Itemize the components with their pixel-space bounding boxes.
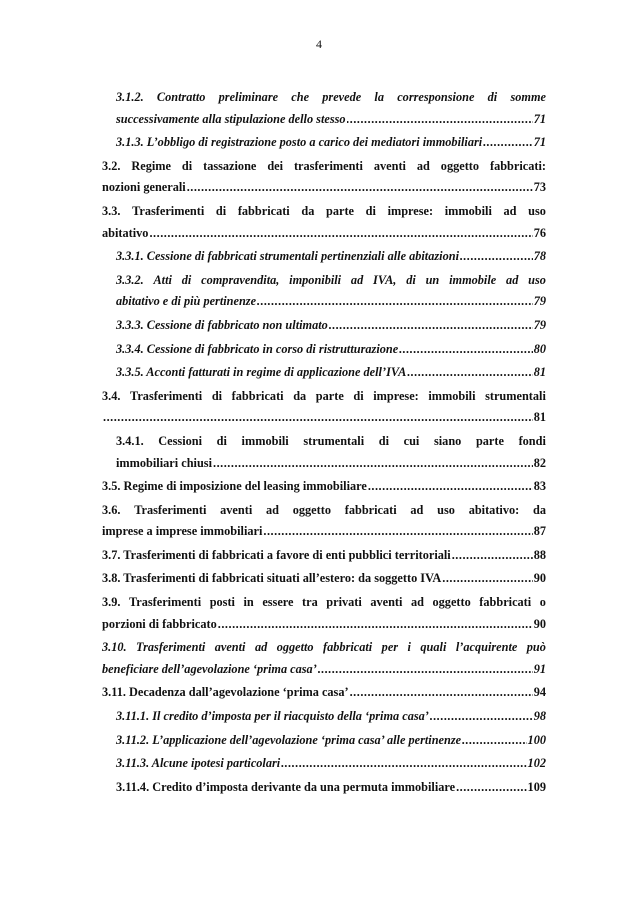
toc-word: immobile xyxy=(449,272,497,287)
toc-entry-3-1-2[interactable] xyxy=(102,87,546,130)
toc-word: Trasferimenti xyxy=(132,203,205,218)
toc-word: oggetto xyxy=(292,502,331,517)
toc-entry-text: successivamente alla stipulazione dello stesso xyxy=(116,111,346,126)
toc-page-number: 87 xyxy=(533,524,546,539)
toc-word: oggetto xyxy=(440,158,480,173)
toc-page-number: 90 xyxy=(533,571,546,586)
toc-entry-3-4-1[interactable] xyxy=(102,431,546,474)
toc-entry-line xyxy=(116,270,546,292)
toc-word: può xyxy=(526,640,546,655)
toc-word: di xyxy=(378,433,389,448)
toc-word: 3.3. xyxy=(102,203,121,218)
toc-word: di xyxy=(353,388,364,403)
toc-entry-text: 3.3.5. Acconti fatturati in regime di applicazione dell’IVA xyxy=(116,365,407,380)
dot-leader xyxy=(318,659,533,681)
toc-word: da xyxy=(533,502,546,517)
toc-entry-text: 3.3.1. Cessione di fabbricati strumentali pertinenziali alle abitazioni xyxy=(116,249,459,264)
toc-entry-line xyxy=(102,637,546,659)
toc-word: in xyxy=(243,595,254,610)
toc-entry-text: abitativo e di più pertinenze xyxy=(116,294,257,309)
dot-leader xyxy=(213,453,533,475)
toc-page-number: 80 xyxy=(533,341,546,356)
toc-entry-line xyxy=(102,592,546,614)
dot-leader xyxy=(442,568,532,590)
toc-entry-3-11[interactable] xyxy=(102,682,546,704)
dot-leader xyxy=(347,109,533,131)
toc-word: ad xyxy=(350,272,364,287)
toc-word: somme xyxy=(510,90,546,104)
page-number: 4 xyxy=(316,37,322,51)
toc-word: 3.10. xyxy=(102,640,127,655)
toc-word: imponibili xyxy=(289,272,342,287)
dot-leader xyxy=(456,777,526,799)
toc-entry-3-3-3[interactable] xyxy=(102,315,546,337)
toc-word: parte xyxy=(326,203,355,218)
toc-entry-3-10[interactable] xyxy=(102,637,546,680)
toc-entry-3-11-1[interactable] xyxy=(102,706,546,728)
dot-leader xyxy=(187,177,533,199)
toc-entry-3-5[interactable] xyxy=(102,476,546,498)
toc-word: uso xyxy=(528,272,546,287)
toc-entry-3-6[interactable] xyxy=(102,500,546,543)
toc-word: un xyxy=(425,272,440,287)
toc-page-number: 98 xyxy=(533,709,546,724)
toc-page-number: 90 xyxy=(533,616,546,631)
dot-leader xyxy=(460,246,533,268)
toc-entry-3-3[interactable] xyxy=(102,201,546,244)
toc-word: strumentali xyxy=(303,433,365,448)
toc-word: aventi xyxy=(214,640,246,655)
toc-word: 3.4. xyxy=(102,388,121,403)
toc-word: fabbricati xyxy=(323,640,373,655)
toc-page-number: 81 xyxy=(533,365,546,380)
toc-word: fabbricati xyxy=(344,502,397,517)
toc-page-number: 81 xyxy=(533,410,546,425)
toc-entry-3-1-3[interactable] xyxy=(102,132,546,154)
toc-word: prevede xyxy=(322,90,362,104)
toc-page-number: 91 xyxy=(533,661,546,676)
toc-word: aventi xyxy=(373,158,406,173)
toc-word: ad xyxy=(410,595,424,610)
toc-page-number: 79 xyxy=(533,294,546,309)
toc-word: privati xyxy=(326,595,362,610)
toc-word: dei xyxy=(267,158,284,173)
toc-word: imprese: xyxy=(373,388,419,403)
toc-entry-text: 3.11.3. Alcune ipotesi particolari xyxy=(116,756,281,771)
toc-entry-3-11-3[interactable] xyxy=(102,753,546,775)
toc-word: Cessioni xyxy=(158,433,203,448)
toc-word: fabbricati xyxy=(237,203,290,218)
toc-entry-3-11-2[interactable] xyxy=(102,730,546,752)
toc-word: fabbricati: xyxy=(489,158,546,173)
toc-word: parte xyxy=(315,388,344,403)
dot-leader xyxy=(430,706,533,728)
toc-entry-line xyxy=(102,201,546,223)
toc-entry-text: nozioni generali xyxy=(102,180,186,195)
toc-word: Regime xyxy=(131,158,171,173)
toc-word: di xyxy=(215,203,227,218)
toc-word: di xyxy=(365,203,376,218)
toc-entry-text: 3.11.1. Il credito d’imposta per il riacquisto della ‘prima casa’ xyxy=(116,709,429,724)
toc-word: aventi xyxy=(370,595,403,610)
toc-word: Trasferimenti xyxy=(136,640,206,655)
toc-page-number: 73 xyxy=(533,180,546,195)
toc-entry-text: 3.5. Regime di imposizione del leasing immobiliare xyxy=(102,479,367,494)
toc-word: oggetto xyxy=(276,640,314,655)
toc-entry-text: 3.11. Decadenza dall’agevolazione ‘prima casa’ xyxy=(102,685,349,700)
toc-page-number: 88 xyxy=(533,547,546,562)
toc-entry-line xyxy=(102,156,546,178)
toc-page-number: 82 xyxy=(533,455,546,470)
toc-word: oggetto xyxy=(432,595,471,610)
dot-leader xyxy=(399,339,533,361)
toc-word: aventi xyxy=(220,502,253,517)
toc-word: ad xyxy=(416,158,430,173)
toc-word: cui xyxy=(403,433,420,448)
toc-word: Trasferimenti xyxy=(128,595,202,610)
dot-leader xyxy=(462,730,526,752)
toc-page-number: 109 xyxy=(527,779,546,794)
toc-word: i xyxy=(407,640,411,655)
toc-entry-3-3-4[interactable] xyxy=(102,339,546,361)
toc-word: quali xyxy=(420,640,447,655)
toc-word: trasferimenti xyxy=(293,158,363,173)
toc-entry-text: 3.1.3. L’obbligo di registrazione posto a carico dei mediatori immobiliari xyxy=(116,135,483,150)
toc-word: da xyxy=(301,203,315,218)
toc-word: 3.2. xyxy=(102,158,121,173)
toc-word: di xyxy=(181,158,193,173)
toc-word: compravendita, xyxy=(201,272,280,287)
toc-page-number: 94 xyxy=(533,685,546,700)
toc-entry-text: abitativo xyxy=(102,225,149,240)
toc-word: 3.3.2. xyxy=(116,272,144,287)
toc-word: ad xyxy=(506,272,519,287)
toc-entry-text: 3.11.2. L’applicazione dell’agevolazione ‘prima casa’ alle pertinenze xyxy=(116,732,462,747)
toc-entry-3-7[interactable] xyxy=(102,545,546,567)
toc-word: preliminare xyxy=(218,90,279,104)
dot-leader xyxy=(149,223,532,245)
toc-word: Atti xyxy=(153,272,172,287)
dot-leader xyxy=(452,545,533,567)
toc-word: IVA, xyxy=(373,272,397,287)
toc-word: uso xyxy=(437,502,455,517)
toc-word: fabbricati xyxy=(479,595,532,610)
toc-word: ad xyxy=(503,203,517,218)
toc-word: ad xyxy=(410,502,424,517)
toc-word: di xyxy=(216,433,227,448)
toc-page-number: 71 xyxy=(533,111,546,126)
toc-word: parte xyxy=(475,433,504,448)
toc-word: Contratto xyxy=(156,90,206,104)
dot-leader xyxy=(257,291,533,313)
toc-entry-3-11-4[interactable] xyxy=(102,777,546,799)
dot-leader xyxy=(329,315,533,337)
toc-page-number: 79 xyxy=(533,317,546,332)
toc-entry-3-4[interactable] xyxy=(102,386,546,429)
toc-word: 3.6. xyxy=(102,502,121,517)
dot-leader xyxy=(103,407,533,429)
toc-word: 3.4.1. xyxy=(116,433,144,448)
toc-word: immobili xyxy=(444,203,492,218)
toc-word: tra xyxy=(302,595,318,610)
toc-word: da xyxy=(293,388,307,403)
toc-word: Trasferimenti xyxy=(134,502,207,517)
toc-entry-line xyxy=(102,500,546,522)
toc-entry-text: 3.3.3. Cessione di fabbricato non ultimato xyxy=(116,317,328,332)
toc-page-number: 100 xyxy=(527,732,546,747)
toc-word: 3.9. xyxy=(102,595,121,610)
toc-word: fabbricati xyxy=(231,388,284,403)
dot-leader xyxy=(263,521,532,543)
toc-word: che xyxy=(291,90,310,104)
toc-entry-text: imprese a imprese immobiliari xyxy=(102,524,263,539)
toc-word: immobili xyxy=(428,388,476,403)
dot-leader xyxy=(483,132,533,154)
toc-word: essere xyxy=(262,595,294,610)
toc-word: Trasferimenti xyxy=(130,388,203,403)
toc-word: corresponsione xyxy=(397,90,475,104)
toc-word: abitativo: xyxy=(468,502,520,517)
toc-word: ad xyxy=(254,640,268,655)
toc-entry-3-2[interactable] xyxy=(102,156,546,199)
toc-word: l’acquirente xyxy=(455,640,518,655)
toc-word: di xyxy=(406,272,416,287)
toc-entry-line xyxy=(116,431,546,453)
toc-entry-3-3-1[interactable] xyxy=(102,246,546,268)
toc-entry-3-3-5[interactable] xyxy=(102,362,546,384)
toc-word: fondi xyxy=(518,433,546,448)
toc-word: o xyxy=(539,595,546,610)
toc-entry-text: 3.11.4. Credito d’imposta derivante da una permuta immobiliare xyxy=(116,779,456,794)
toc-entry-3-3-2[interactable] xyxy=(102,270,546,313)
toc-page-number: 83 xyxy=(533,479,546,494)
toc-entry-line xyxy=(116,87,546,109)
toc-entry-3-8[interactable] xyxy=(102,568,546,590)
toc-word: la xyxy=(374,90,384,104)
toc-page-number: 76 xyxy=(533,225,546,240)
dot-leader xyxy=(281,753,526,775)
toc-entry-text: porzioni di fabbricato xyxy=(102,616,217,631)
toc-page-number: 78 xyxy=(533,249,546,264)
toc-word: immobili xyxy=(241,433,289,448)
toc-page-number: 71 xyxy=(533,135,546,150)
toc-entry-text: beneficiare dell’agevolazione ‘prima casa’ xyxy=(102,661,317,676)
toc-word: tassazione xyxy=(203,158,257,173)
toc-word: uso xyxy=(528,203,546,218)
toc-word: 3.1.2. xyxy=(116,90,144,104)
toc-entry-text: 3.8. Trasferimenti di fabbricati situati all’estero: da soggetto IVA xyxy=(102,571,442,586)
toc-word: siano xyxy=(433,433,462,448)
toc-entry-text: immobiliari chiusi xyxy=(116,455,212,470)
dot-leader xyxy=(368,476,533,498)
toc-word: di xyxy=(211,388,223,403)
toc-word: ad xyxy=(265,502,279,517)
toc-word: imprese: xyxy=(387,203,434,218)
toc-entry-line xyxy=(102,386,546,408)
toc-word: per xyxy=(381,640,399,655)
toc-word: di xyxy=(181,272,192,287)
toc-word: di xyxy=(487,90,498,104)
toc-page-number: 102 xyxy=(527,756,546,771)
toc-entry-3-9[interactable] xyxy=(102,592,546,635)
dot-leader xyxy=(218,614,533,636)
dot-leader xyxy=(350,682,533,704)
toc-entry-text: 3.3.4. Cessione di fabbricato in corso di ristrutturazione xyxy=(116,341,399,356)
table-of-contents xyxy=(102,87,546,800)
toc-entry-text: 3.7. Trasferimenti di fabbricati a favore di enti pubblici territoriali xyxy=(102,547,451,562)
toc-word: strumentali xyxy=(485,388,546,403)
toc-word: posti xyxy=(209,595,235,610)
dot-leader xyxy=(407,362,532,384)
